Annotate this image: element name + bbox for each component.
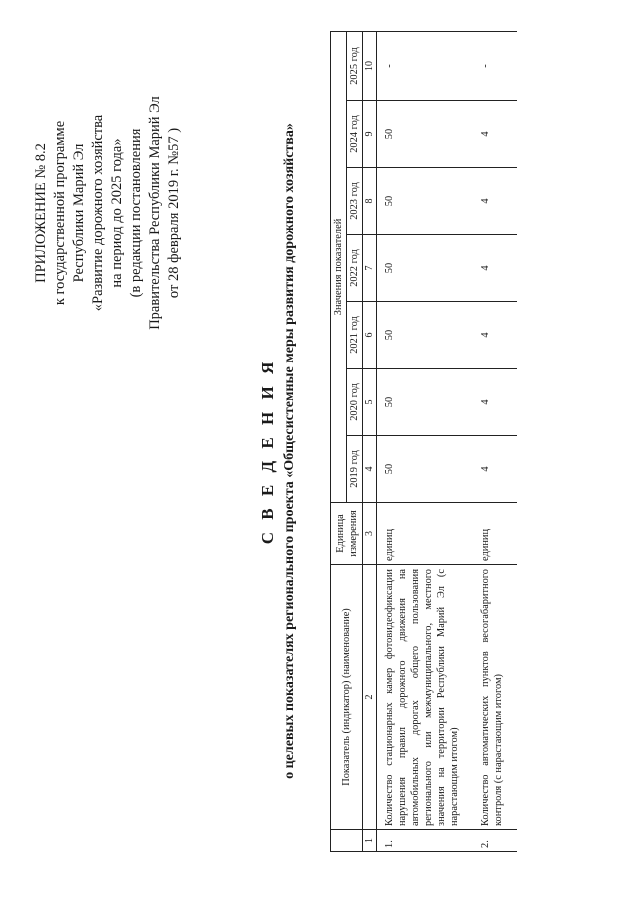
value-cell: 4 — [473, 168, 517, 235]
title-main: С В Е Д Е Н И Я — [258, 357, 277, 545]
value-cell: - — [473, 31, 517, 100]
title-subtitle: о целевых показателях регионального проекта «Общесистемные меры развития дорожного хозяйства» — [282, 123, 297, 779]
column-number: 6 — [363, 302, 377, 369]
indicator-name: Количество автоматических пунктов весогабаритного контроля (с нарастающим итогом) — [473, 565, 517, 830]
value-cell: 4 — [473, 101, 517, 168]
row-number: 1. — [377, 830, 474, 852]
header-values-group: Значения показателей — [331, 31, 347, 502]
appendix-line: Республики Марий Эл — [71, 143, 87, 283]
indicators-table — [330, 31, 517, 852]
header-year: 2019 год — [347, 436, 363, 503]
appendix-block — [32, 94, 184, 332]
value-cell: 50 — [377, 168, 474, 235]
value-cell: 4 — [473, 235, 517, 302]
column-number: 1 — [363, 830, 377, 852]
value-cell: 50 — [377, 235, 474, 302]
value-cell: 50 — [377, 369, 474, 436]
header-year: 2020 год — [347, 369, 363, 436]
column-number: 4 — [363, 436, 377, 503]
appendix-line: от 28 февраля 2019 г. №57 ) — [166, 127, 182, 299]
row-number: 2. — [473, 830, 517, 852]
column-number: 2 — [363, 565, 377, 830]
table-row — [377, 31, 474, 851]
value-cell: - — [377, 31, 474, 100]
column-number: 3 — [363, 503, 377, 565]
value-cell: 50 — [377, 436, 474, 503]
header-num-cell — [331, 830, 363, 852]
table-row — [473, 31, 517, 851]
header-year: 2025 год — [347, 31, 363, 100]
column-number: 7 — [363, 235, 377, 302]
header-indicator: Показатель (индикатор) (наименование) — [331, 565, 363, 830]
appendix-line: к государственной программе — [52, 120, 68, 306]
header-year: 2024 год — [347, 101, 363, 168]
header-year: 2021 год — [347, 302, 363, 369]
unit-cell: единиц — [473, 503, 517, 565]
document-title — [258, 0, 298, 902]
value-cell: 50 — [377, 101, 474, 168]
appendix-line: на период до 2025 года» — [109, 138, 125, 288]
column-number: 5 — [363, 369, 377, 436]
value-cell: 50 — [377, 302, 474, 369]
value-cell: 4 — [473, 369, 517, 436]
appendix-line: Правительства Республики Марий Эл — [147, 96, 163, 330]
indicator-name: Количество стационарных камер фотовидеофиксации нарушения правил дорожного движения на автомобильных дорогах общего пользования регионального или межмуниципального, местного значения на территории Республики Марий Эл (с нарастающим итогом) — [377, 565, 474, 830]
header-unit: Единица измерения — [331, 503, 363, 565]
column-number: 9 — [363, 101, 377, 168]
appendix-line: (в редакции постановления — [128, 128, 144, 298]
header-year: 2022 год — [347, 235, 363, 302]
header-year: 2023 год — [347, 168, 363, 235]
value-cell: 4 — [473, 436, 517, 503]
value-cell: 4 — [473, 302, 517, 369]
appendix-line: ПРИЛОЖЕНИЕ № 8.2 — [33, 143, 49, 283]
unit-cell: единиц — [377, 503, 474, 565]
column-number: 10 — [363, 31, 377, 100]
column-number: 8 — [363, 168, 377, 235]
appendix-line: «Развитие дорожного хозяйства — [90, 114, 106, 312]
